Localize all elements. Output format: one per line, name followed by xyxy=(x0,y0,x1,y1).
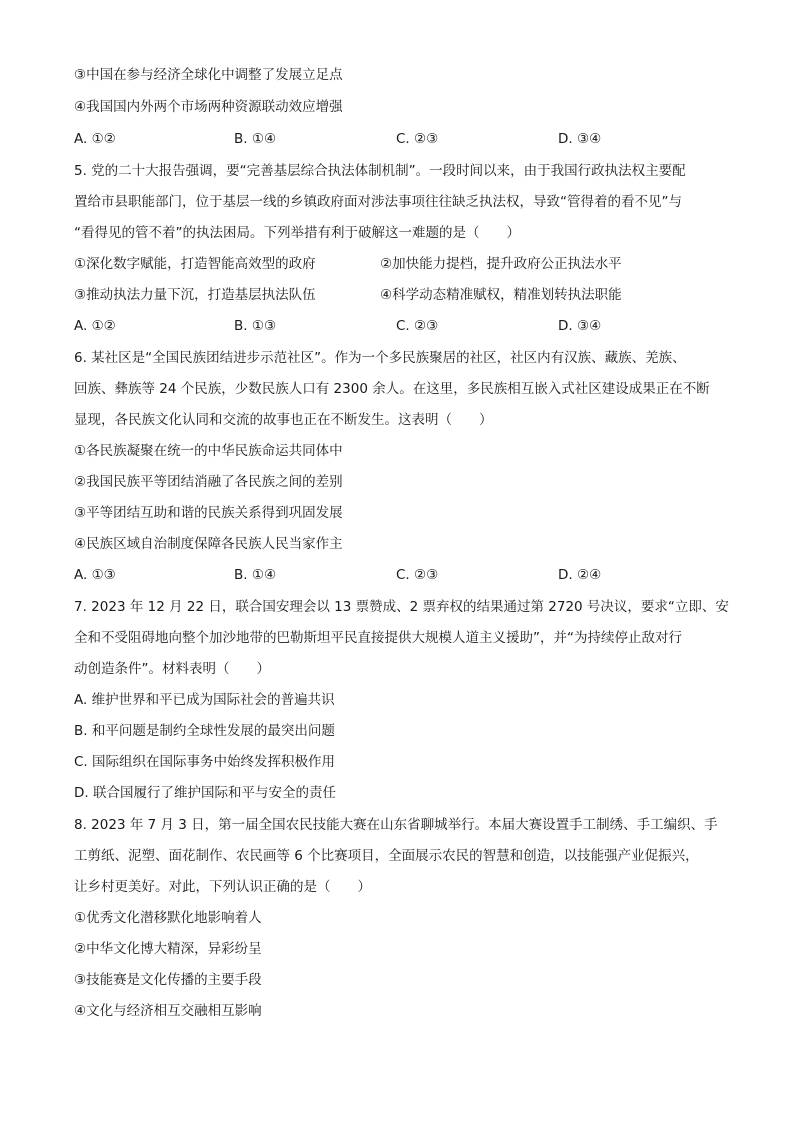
q5-stem-line-2: 置给市县职能部门，位于基层一线的乡镇政府面对涉法事项往往缺乏执法权，导致“管得着的看不见”与 xyxy=(74,194,682,210)
q6-option-c: C. ②③ xyxy=(396,567,439,583)
q7-stem-line-2: 全和不受阻碍地向整个加沙地带的巴勒斯坦平民直接提供大规模人道主义援助”，并“为持续停止敌对行 xyxy=(74,630,682,646)
q6-statement-1: ①各民族凝聚在统一的中华民族命运共同体中 xyxy=(74,443,343,459)
q5-statement-2: ②加快能力提档，提升政府公正执法水平 xyxy=(380,256,622,272)
q8-stem-line-3: 让乡村更美好。对此，下列认识正确的是（ ） xyxy=(74,879,371,895)
q4-options xyxy=(74,129,714,149)
q6-statement-2: ②我国民族平等团结消融了各民族之间的差别 xyxy=(74,474,343,490)
q6-statement-3: ③平等团结互助和谐的民族关系得到巩固发展 xyxy=(74,505,343,521)
q5-statement-3: ③推动执法力量下沉，打造基层执法队伍 xyxy=(74,287,316,303)
q6-option-d: D. ②④ xyxy=(558,567,602,583)
q5-statement-1: ①深化数字赋能，打造智能高效型的政府 xyxy=(74,256,316,272)
q8-statement-2: ②中华文化博大精深，异彩纷呈 xyxy=(74,941,262,957)
q6-stem-line-1: 6. 某社区是“全国民族团结进步示范社区”。作为一个多民族聚居的社区，社区内有汉族、藏族、羌族、 xyxy=(74,350,686,366)
q4-statement-3: ③中国在参与经济全球化中调整了发展立足点 xyxy=(74,67,343,83)
q4-option-c: C. ②③ xyxy=(396,131,439,147)
q6-option-b: B. ①④ xyxy=(234,567,277,583)
q8-stem-line-2: 工剪纸、泥塑、面花制作、农民画等 6 个比赛项目，全面展示农民的智慧和创造，以技能强产业促振兴， xyxy=(74,848,699,864)
q4-option-a: A. ①② xyxy=(74,131,116,147)
q8-statement-4: ④文化与经济相互交融相互影响 xyxy=(74,1003,262,1019)
q7-choice-b: B. 和平问题是制约全球性发展的最突出问题 xyxy=(74,723,335,739)
q6-option-a: A. ①③ xyxy=(74,567,116,583)
q5-options xyxy=(74,316,714,336)
q4-option-d: D. ③④ xyxy=(558,131,602,147)
q5-stem-line-3: “看得见的管不着”的执法困局。下列举措有利于破解这一难题的是（ ） xyxy=(74,225,520,241)
q7-choice-c: C. 国际组织在国际事务中始终发挥积极作用 xyxy=(74,754,336,770)
q5-option-c: C. ②③ xyxy=(396,318,439,334)
q8-statement-3: ③技能赛是文化传播的主要手段 xyxy=(74,972,262,988)
q7-choice-a: A. 维护世界和平已成为国际社会的普遍共识 xyxy=(74,692,335,708)
q5-option-b: B. ①③ xyxy=(234,318,277,334)
q4-statement-4: ④我国国内外两个市场两种资源联动效应增强 xyxy=(74,99,343,115)
q5-statements-row-2 xyxy=(74,285,714,305)
q5-option-d: D. ③④ xyxy=(558,318,602,334)
q5-statements-row-1 xyxy=(74,254,714,274)
q7-stem-line-3: 动创造条件”。材料表明（ ） xyxy=(74,661,270,677)
q6-stem-line-3: 显现，各民族文化认同和交流的故事也正在不断发生。这表明（ ） xyxy=(74,412,493,428)
q5-statement-4: ④科学动态精准赋权，精准划转执法职能 xyxy=(380,287,622,303)
q7-choice-d: D. 联合国履行了维护国际和平与安全的责任 xyxy=(74,785,336,801)
q8-statement-1: ①优秀文化潜移默化地影响着人 xyxy=(74,910,262,926)
q6-stem-line-2: 回族、彝族等 24 个民族，少数民族人口有 2300 余人。在这里，多民族相互嵌入式社区建设成果正在不断 xyxy=(74,381,710,397)
q7-stem-line-1: 7. 2023 年 12 月 22 日，联合国安理会以 13 票赞成、2 票弃权的结果通过第 2720 号决议，要求“立即、安 xyxy=(74,599,729,615)
q8-stem-line-1: 8. 2023 年 7 月 3 日，第一届全国农民技能大赛在山东省聊城举行。本届大赛设置手工制绣、手工编织、手 xyxy=(74,817,718,833)
q4-option-b: B. ①④ xyxy=(234,131,277,147)
q6-options xyxy=(74,565,714,585)
q5-stem-line-1: 5. 党的二十大报告强调，要“完善基层综合执法体制机制”。一段时间以来，由于我国行政执法权主要配 xyxy=(74,163,686,179)
q5-option-a: A. ①② xyxy=(74,318,116,334)
q6-statement-4: ④民族区域自治制度保障各民族人民当家作主 xyxy=(74,536,343,552)
